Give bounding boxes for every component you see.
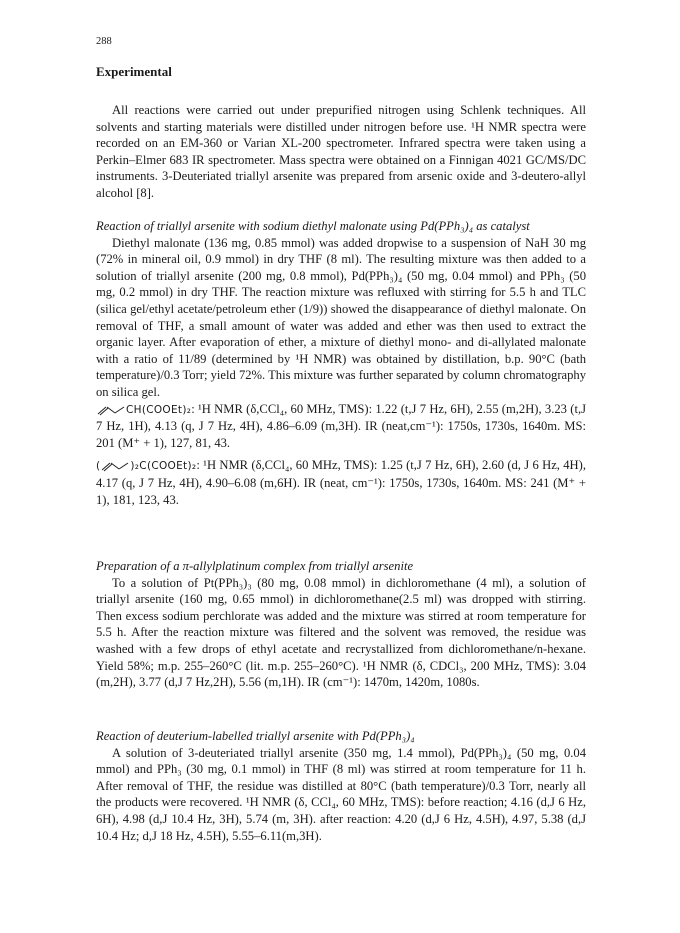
section-heading: Experimental [96,64,172,79]
section-malonate-body: Diethyl malonate (136 mg, 0.85 mmol) was added dropwise to a suspension of NaH 30 mg (72% in mineral oil, 0.9 mmol) in dry THF (8 ml). The resulting mixture was then added to a solution of triallyl arsenite (200 mg, 0.8 mmol), Pd(PPh₃)₄ (50 mg, 0.04 mmol) and PPh₃ (50 mg, 0.2 mmol) in dry THF. The reaction mixture was refluxed with stirring for 5.5 h and TLC (silica gel/ethyl acetate/petroleum ether (1/9)) showed the disappearance of diethyl malonate. On removal of THF, a small amount of water was added and ether was then used to extract the organic layer. After evaporation of ether, a mixture of diethyl mono- and di-allylated malonate with a ratio of 11/89 (determined by ¹H NMR) was obtained by distillation, b.p. 90°C (bath temperature)/0.3 Torr; yield 72%. This mixture was further separated by column chromatography on silica gel. [96,235,587,399]
mono-allyl-data: : ¹H NMR (δ,CCl₄, 60 MHz, TMS): 1.22 (t,J 7 Hz, 6H), 2.55 (m,2H), 3.23 (t,J 7 Hz, 1H), 4.13 (q, J 7 Hz, 4H), 4.86–6.09 (m,3H). IR (neat,cm⁻¹): 1750s, 1730s, 1640m. MS: 201 (M⁺ + 1), 127, 81, 43. [96,401,586,450]
intro-paragraph: All reactions were carried out under prepurified nitrogen using Schlenk techniques. All solvents and starting materials were distilled under nitrogen before use. ¹H NMR spectra were recorded on an EM-360 or Varian XL-200 spectrometer. Infrared spectra were taken using a Perkin–Elmer 683 IR spectrometer. Mass spectra were obtained on a Finnigan 4021 GC/MS/DC instruments. 3-Deuteriated triallyl arsenite was prepared from arsenic oxide and 3-deutero-allyl alcohol [8]. [96,103,586,200]
section-deuterium-body: A solution of 3-deuteriated triallyl arsenite (350 mg, 1.4 mmol), Pd(PPh₃)₄ (50 mg, 0.04 mmol) and PPh₃ (30 mg, 0.1 mmol) in THF (8 ml) was stirred at room temperature for 11 h. After removal of THF, the residue was distilled at 80°C (bath temperature)/0.3 Torr, nearly all the products were recovered. ¹H NMR (δ, CCl₄, 60 MHz, TMS): before reaction; 4.16 (d,J 6 Hz, 6H), 4.98 (d,J 10.4 Hz, 3H), 5.74 (m, 3H). after reaction: 4.20 (d,J 6 Hz, 4.5H), 4.97, 5.38 (d,J 10.4 Hz; d,J 18 Hz, 4.5H), 5.55–6.11(m,3H). [96,745,586,843]
section-platinum-body: To a solution of Pt(PPh₃)₃ (80 mg, 0.08 mmol) in dichloromethane (4 ml), a solution of triallyl arsenite (160 mg, 0.65 mmol) in dichloromethane(2.5 ml) was dropped with stirring. Then excess sodium perchlorate was added and the mixture was stirred at room temperature for 5.5 h. After the reaction mixture was filtered and the solvent was removed, the residue was washed with a few drops of ethyl acetate and recrystallized from dichloromethane/n-hexane. Yield 58%; m.p. 255–260°C (lit. m.p. 255–260°C). ¹H NMR (δ, CDCl₃, 200 MHz, TMS): 3.04 (m,2H), 3.77 (d,J 7 Hz,2H), 5.56 (m,1H). IR (cm⁻¹): 1470m, 1420m, 1080s. [96,575,586,690]
di-allyl-open-paren: ( [96,460,101,473]
section-deuterium [96,728,586,844]
section-platinum [96,558,586,691]
mono-allyl-entry [96,401,586,452]
section-malonate [96,218,586,508]
section-malonate-title: Reaction of triallyl arsenite with sodium diethyl malonate using Pd(PPh₃)₄ as catalyst [96,219,530,233]
di-allyl-entry [96,457,586,508]
di-allyl-formula: )₂C(COOEt)₂ [130,460,197,473]
page-number: 288 [96,36,112,47]
section-platinum-title: Preparation of a π-allylplatinum complex from triallyl arsenite [96,559,414,573]
mono-allyl-formula: CH(COOEt)₂ [126,403,192,416]
di-allyl-data: : ¹H NMR (δ,CCl₄, 60 MHz, TMS): 1.25 (t,J 7 Hz, 6H), 2.60 (d, J 6 Hz, 4H), 4.17 (q, J 7 Hz, 4H), 4.90–6.08 (m,6H). IR (neat, cm⁻¹): 1750s, 1730s, 1640m. MS: 241 (M⁺ + 1), 181, 123, 43. [96,458,586,507]
section-deuterium-title: Reaction of deuterium-labelled triallyl arsenite with Pd(PPh₃)₄ [96,729,415,743]
allyl-structure-icon [96,404,126,416]
allyl-structure-icon [100,460,130,472]
intro-paragraph-block [96,102,586,202]
